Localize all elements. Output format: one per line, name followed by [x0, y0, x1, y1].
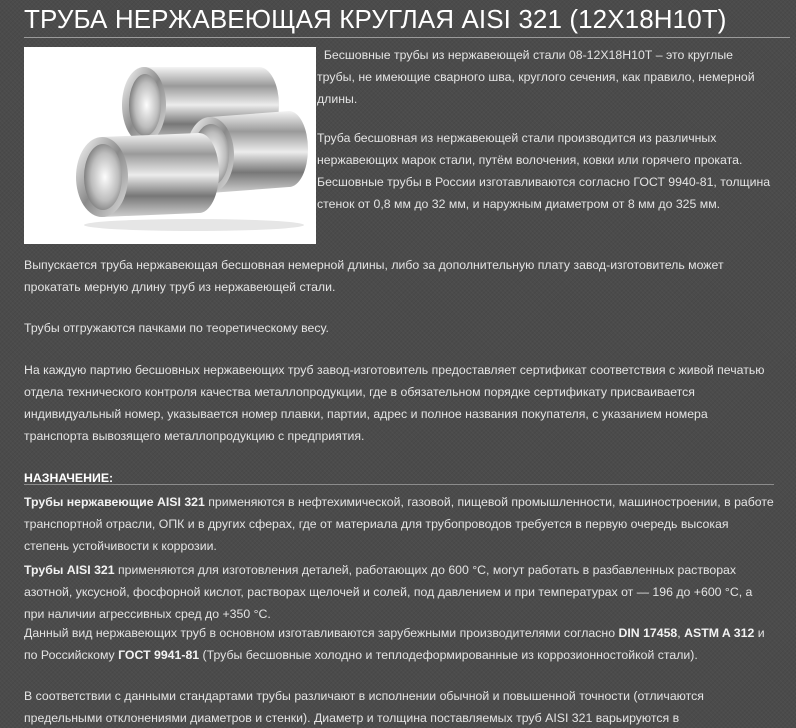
- purpose-paragraph-2: [24, 559, 774, 625]
- purpose-p3-text-e: (Трубы бесшовные холодно и теплодеформированные из коррозионностойкой стали).: [199, 648, 698, 662]
- purpose-divider: [24, 484, 774, 485]
- paragraph-shipping: Трубы отгружаются пачками по теоретическому весу.: [24, 321, 329, 335]
- standard-din: DIN 17458: [618, 626, 678, 640]
- pipes-photo-icon: [24, 47, 316, 244]
- purpose-p1-bold: Трубы нержавеющие AISI 321: [24, 495, 205, 509]
- purpose-p3-text-a: Данный вид нержавеющих труб в основном изготавливаются зарубежными производителями согласно: [24, 626, 619, 640]
- title-divider: [24, 37, 790, 38]
- paragraph-length: Выпускается труба нержавеющая бесшовная немерной длины, либо за дополнительную плату завод-изготовитель может прокатать мерную длину труб из нержавеющей стали.: [24, 258, 724, 294]
- purpose-paragraph-1: [24, 491, 774, 557]
- purpose-paragraph-3: [24, 622, 774, 666]
- pipe-left: [76, 133, 219, 217]
- standard-astm: ASTM A 312: [684, 626, 755, 640]
- standard-gost: ГОСТ 9941-81: [118, 648, 200, 662]
- purpose-p3-text-d: и по Российскому: [24, 626, 765, 662]
- purpose-p2-bold: Трубы AISI 321: [24, 563, 115, 577]
- purpose-p3-text-c: ,: [677, 626, 685, 640]
- purpose-p1-text: применяются в нефтехимической, газовой, пищевой промышленности, машиностроении, в работе транспортной отрасли, ОПК и в других сферах, где от материала для трубопроводов требуется в первую очередь высокая степень устойчивости к коррозии.: [24, 495, 774, 553]
- stainless-pipes-photo: [24, 47, 316, 244]
- purpose-paragraph-4: В соответствии с данными стандартами трубы различают в исполнении обычной и повышенной точности (отличаются предельными отклонениями диаметров и стенки). Диаметр и толщина поставляемых труб AISI 321 варьируются в: [24, 689, 704, 725]
- paragraph-certificate: На каждую партию бесшовных нержавеющих труб завод-изготовитель предоставляет сертификат соответствия с живой печатью отдела технического контроля качества металлопродукции, где в обязательном порядке сертификату присваивается индивидуальный номер, указывается номер плавки, партии, адрес и полное названия покупателя, с указанием номера транспорта вывозящего металлопродукцию с предприятия.: [24, 363, 765, 443]
- intro-paragraph-2: Труба бесшовная из нержавеющей стали производится из различных нержавеющих марок стали, путём волочения, ковки или горячего проката. Бесшовные трубы в России изготавливаются согласно ГОСТ 9940-81, толщина стенок от 0,8 мм до 32 мм, и наружным диаметром от 8 мм до 325 мм.: [317, 131, 771, 211]
- purpose-heading: НАЗНАЧЕНИЕ:: [24, 471, 114, 485]
- purpose-p2-text: применяются для изготовления деталей, работающих до 600 °С, могут работать в разбавленных растворах азотной, уксусной, фосфорной кислот, растворах щелочей и солей, под давлением и при температурах от — 196 до +600 °С, а при наличии агрессивных сред до +350 °С.: [24, 563, 753, 621]
- page-title: ТРУБА НЕРЖАВЕЮЩАЯ КРУГЛАЯ AISI 321 (12Х18Н10Т): [24, 4, 727, 34]
- intro-paragraph-1: Бесшовные трубы из нержавеющей стали 08-12Х18Н10Т – это круглые трубы, не имеющие сварного шва, круглого сечения, как правило, немерной длины.: [317, 48, 758, 106]
